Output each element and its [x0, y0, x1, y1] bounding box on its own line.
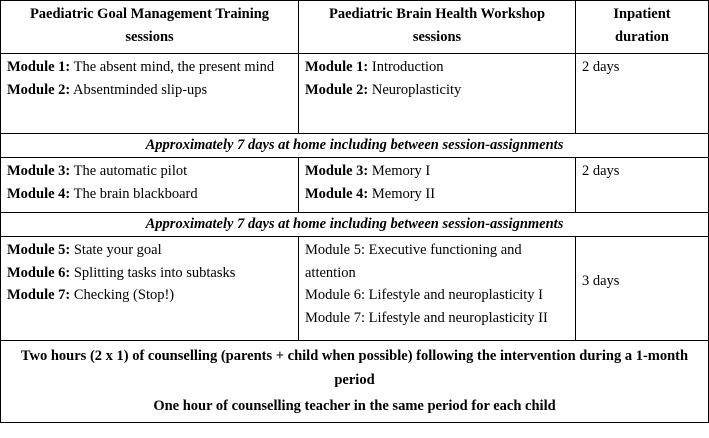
block-3-bhw-cell [299, 237, 576, 341]
header-row [1, 1, 709, 54]
bhw-module-2: Module 2: Neuroplasticity [305, 81, 462, 98]
separator-row-1 [1, 134, 709, 158]
gmt-module-7: Module 7: Checking (Stop!) [7, 287, 175, 303]
bhw-module-7: Module 7: Lifestyle and neuroplasticity II [305, 309, 548, 326]
block-2-bhw-cell [299, 158, 576, 213]
footer-counselling-teacher: One hour of counselling teacher in the same period for each child [153, 398, 556, 414]
header-inpatient-duration: Inpatient duration [576, 1, 709, 54]
footer-cell [1, 341, 709, 423]
bhw-module-6: Module 6: Lifestyle and neuroplasticity I [305, 287, 543, 303]
bhw-module-4: Module 4: Memory II [305, 185, 436, 202]
block-1-row [1, 54, 709, 134]
bhw-module-3: Module 3: Memory I [305, 163, 431, 179]
header-bhw-sessions: Paediatric Brain Health Workshop sessions [299, 1, 576, 54]
bhw-module-5: Module 5: Executive functioning and attention [305, 242, 522, 281]
block-2-duration: 2 days [576, 158, 709, 213]
gmt-module-6: Module 6: Splitting tasks into subtasks [7, 264, 236, 281]
block-3-gmt-cell [1, 237, 299, 341]
block-3-row [1, 237, 709, 341]
gmt-module-4: Module 4: The brain blackboard [7, 185, 198, 202]
gmt-module-1: Module 1: The absent mind, the present mind [7, 59, 275, 75]
block-2-row [1, 158, 709, 213]
footer-row [1, 341, 709, 423]
separator-2-text: Approximately 7 days at home including between session-assignments [1, 213, 709, 237]
block-1-duration: 2 days [576, 54, 709, 134]
block-3-duration: 3 days [576, 237, 709, 341]
header-gmt-sessions: Paediatric Goal Management Training sessions [1, 1, 299, 54]
block-2-gmt-cell [1, 158, 299, 213]
separator-row-2 [1, 213, 709, 237]
block-1-bhw-cell [299, 54, 576, 134]
gmt-module-5: Module 5: State your goal [7, 242, 162, 258]
block-1-gmt-cell [1, 54, 299, 134]
separator-1-text: Approximately 7 days at home including between session-assignments [1, 134, 709, 158]
footer-counselling-parents: Two hours (2 x 1) of counselling (parents + child when possible) following the intervention during a 1-month period [20, 348, 689, 388]
gmt-module-2: Module 2: Absentminded slip-ups [7, 81, 208, 98]
bhw-module-1: Module 1: Introduction [305, 59, 444, 75]
gmt-module-3: Module 3: The automatic pilot [7, 163, 188, 179]
